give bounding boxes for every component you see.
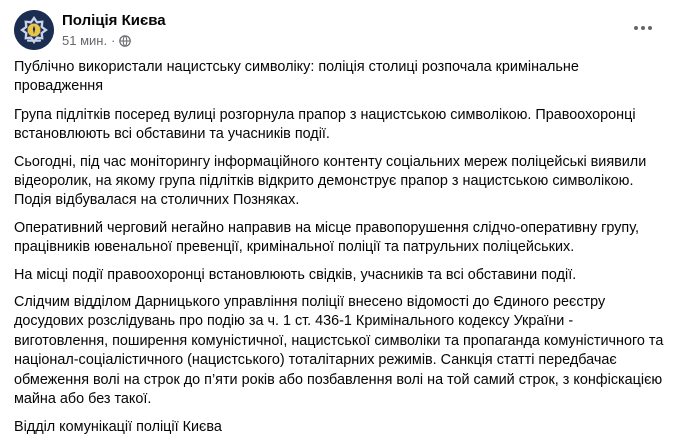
police-badge-icon — [14, 10, 54, 50]
post-paragraph: Слідчим відділом Дарницького управління поліції внесено відомості до Єдиного реєстру досудових розслідувань про подію за ч. 1 ст. 436-1 Кримінального кодексу України - виготовлення, поширення комуністичної, нацистської символіки та пропаганда комуністичного та націонал-соціалістичного (нацистського) тоталітарних режимів. Санкція статті передбачає обмеження волі на строк до п’яти років або позбавлення волі на той самий строк, з конфіскацією майна або без такої. — [14, 294, 664, 408]
post-paragraph-title: Публічно використали нацистську символіку: поліція столиці розпочала кримінальне провадження — [14, 59, 579, 95]
avatar[interactable] — [14, 10, 54, 50]
more-options-button[interactable] — [625, 16, 661, 40]
globe-icon[interactable] — [119, 35, 131, 47]
post-timestamp[interactable]: 51 мин. — [62, 33, 108, 48]
post-paragraph: На місці події правоохоронці встановлюють свідків, учасників та всі обставини події. — [14, 266, 577, 283]
post-header — [14, 10, 166, 50]
author-block — [62, 11, 166, 49]
author-name[interactable]: Поліція Києва — [62, 12, 166, 29]
more-options-icon — [634, 26, 638, 30]
post-paragraph: Оперативний черговий негайно направив на місце правопорушення слідчо-оперативну групу, працівників ювенальної превенції, кримінальної поліції та патрульних поліцейських. — [14, 219, 639, 256]
post-meta — [62, 32, 166, 49]
meta-separator: · — [111, 33, 116, 48]
more-options-icon — [648, 26, 652, 30]
post-signature: Відділ комунікації поліції Києва — [14, 418, 222, 435]
post-paragraph: Група підлітків посеред вулиці розгорнула прапор з нацистською символікою. Правоохоронці встановлюють всі обставини та учасників події. — [14, 106, 636, 143]
post-paragraph: Сьогодні, під час моніторингу інформаційного контенту соціальних мереж поліцейські виявили відеоролик, на якому група підлітків відкрито демонструє прапор з нацистською символікою. Подія відбувалася на столичних Позняках. — [14, 153, 647, 209]
more-options-icon — [641, 26, 645, 30]
post-body — [14, 58, 664, 445]
